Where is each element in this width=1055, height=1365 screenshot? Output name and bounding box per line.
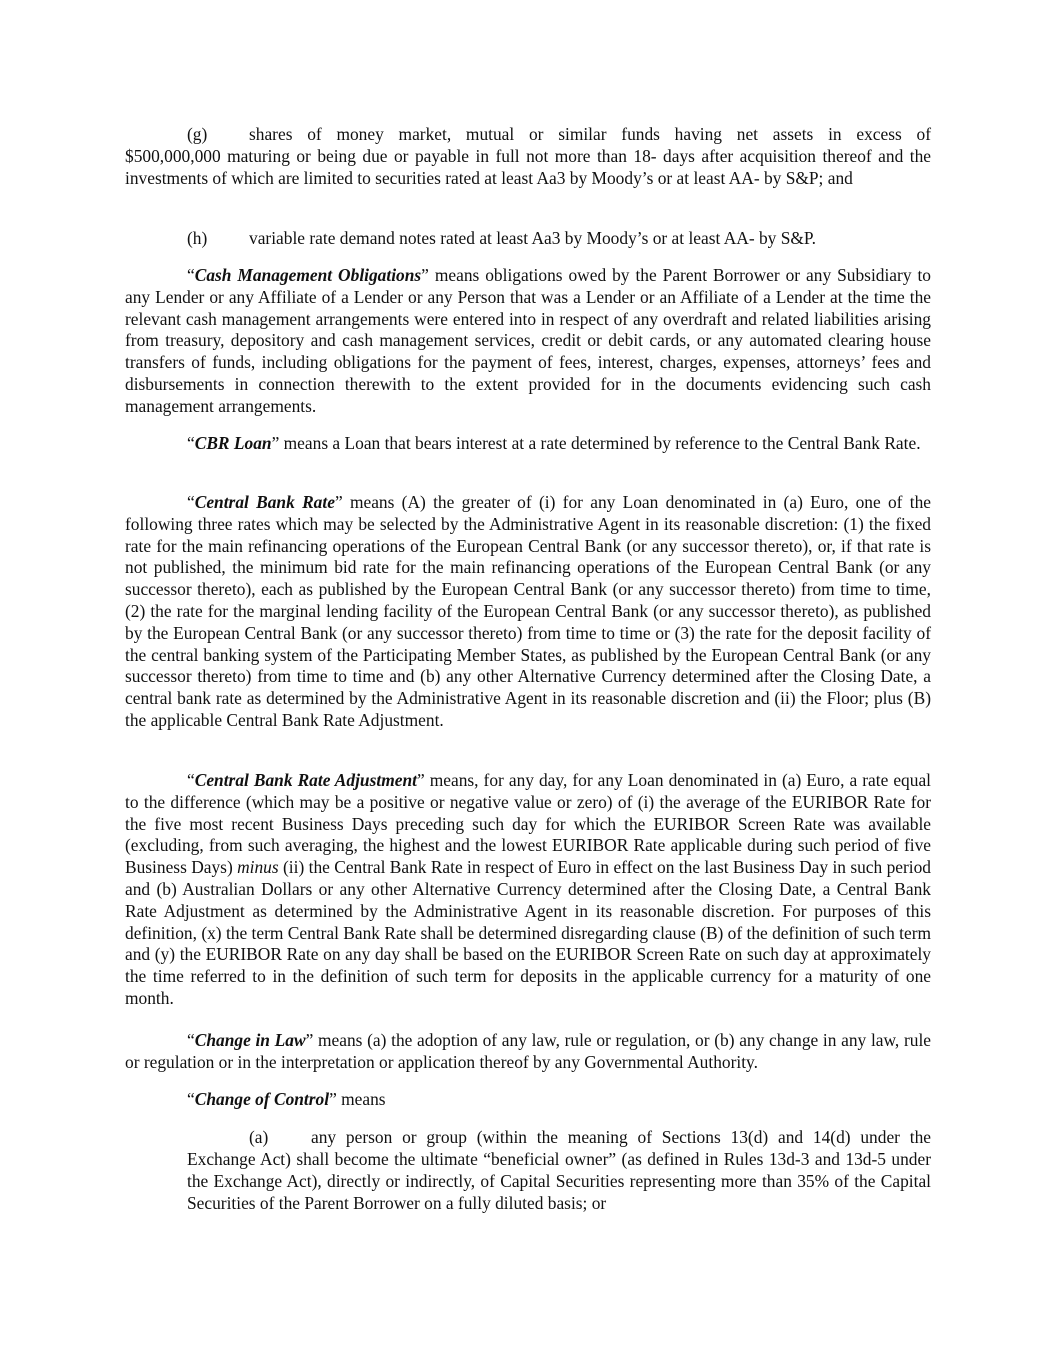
definition-body-part-2: (ii) the Central Bank Rate in respect of Euro in effect on the last Business Day in such period and (b) Australian Dollars or any other Alternative Currency determined after the Closing Date, a Central Bank Rate Adjustment as determined by the Administrative Agent in its reasonable discretion. For purposes of this definition, (x) the term Central Bank Rate shall be determined disregarding clause (B) of the definition of such term and (y) the EURIBOR Rate on any day shall be based on the EURIBOR Screen Rate on such day at approximately the time referred to in the definition of such term for deposits in the applicable currency for a maturity of one month. (125, 857, 932, 1008)
definition-change-of-control (125, 1089, 931, 1111)
change-of-control-clause-a (0, 1127, 1055, 1222)
clause-h (0, 228, 1055, 252)
defined-term: Central Bank Rate Adjustment (194, 770, 417, 790)
close-quote: ” (305, 1030, 314, 1050)
definition-change-in-law (125, 1030, 931, 1074)
definition-body: means a Loan that bears interest at a rate determined by reference to the Central Bank Rate. (279, 433, 921, 453)
close-quote: ” (271, 433, 280, 453)
open-quote: “ (187, 1089, 195, 1109)
clause-g-continuation: $500,000,000 maturing or being due or payable in full not more than 18- days after acquisition thereof and the investments of which are limited to securities rated at least Aa3 by Moody’s or at least AA- by S&P; and (125, 146, 931, 188)
definition-body: means (a) the adoption of any law, rule or regulation, or (b) any change in any law, rule or regulation or in the interpretation or application thereof by any Governmental Authority. (125, 1030, 931, 1072)
close-quote: ” (334, 492, 343, 512)
clause-g-first-line: shares of money market, mutual or similar funds having net assets in excess of (249, 124, 931, 144)
definition-cbr-loan (125, 433, 931, 455)
open-quote: “ (187, 492, 195, 512)
clause-g (0, 124, 1055, 219)
definition-body: means (336, 1089, 386, 1109)
definition-central-bank-rate-adjustment (125, 770, 931, 1010)
definition-body: means (A) the greater of (i) for any Loan denominated in (a) Euro, one of the following three rates which may be selected by the Administrative Agent in its reasonable discretion: (1) the fixed rate for the main refinancing operations of the European Central Bank (or any successor thereto), or, if that rate is not published, the minimum bid rate for the main refinancing operations of the European Central Bank (or any successor thereto), each as published by the European Central Bank (or any successor thereto) from time to time, (2) the rate for the marginal lending facility of the European Central Bank (or any successor thereto), as published by the European Central Bank (or any successor thereto) from time to time or (3) the rate for the deposit facility of the central banking system of the Participating Member States, as published by the European Central Bank (or any successor thereto) from time to time and (b) any other Alternative Currency determined after the Closing Date, a central bank rate as determined by the Administrative Agent in its reasonable discretion and (ii) the Floor; plus (B) the applicable Central Bank Rate Adjustment. (125, 492, 931, 730)
open-quote: “ (187, 433, 195, 453)
defined-term: Cash Management Obligations (194, 265, 422, 285)
clause-a-first-line: any person or group (within the meaning of Sections 13(d) and 14(d) under the (311, 1127, 931, 1147)
defined-term: CBR Loan (194, 433, 272, 453)
definition-cash-management-obligations (125, 265, 931, 418)
clause-g-label: (g) (187, 124, 208, 144)
definition-body-part-1: means, for any day, for any Loan denominated in (a) Euro, a rate equal to the difference (which may be a positive or negative value or zero) of (i) the average of the EURIBOR Rate for the five most recent Business Days preceding such day for which the EURIBOR Screen Rate was available (excluding, from such averaging, the highest and the lowest EURIBOR Rate applicable during such period of five Business Days) (125, 770, 931, 878)
definition-body: means obligations owed by the Parent Borrower or any Subsidiary to any Lender or any Affiliate of a Lender or any Person that was a Lender or an Affiliate of a Lender at the time the relevant cash management arrangements were entered into in respect of any overdraft and related liabilities arising from treasury, depository and cash management services, credit or debit cards, or any automated clearing house transfers of funds, including obligations for the payment of fees, interest, charges, expenses, attorneys’ fees and disbursements in connection therewith to the extent provided for in the documents evidencing such cash management arrangements. (125, 265, 931, 416)
defined-term: Change of Control (194, 1089, 330, 1109)
clause-a-label: (a) (249, 1127, 269, 1147)
close-quote: ” (416, 770, 425, 790)
close-quote: ” (329, 1089, 337, 1109)
open-quote: “ (187, 1030, 195, 1050)
italic-minus: minus (237, 857, 279, 878)
clause-a-continuation: Exchange Act) shall become the ultimate “beneficial owner” (as defined in Rules 13d-3 and 13d-5 under the Exchange Act), directly or indirectly, of Capital Securities representing more than 35% of the Capital Securities of the Parent Borrower on a fully diluted basis; or (187, 1149, 931, 1213)
defined-term: Change in Law (194, 1030, 306, 1050)
clause-h-text: variable rate demand notes rated at least Aa3 by Moody’s or at least AA- by S&P. (249, 228, 816, 248)
open-quote: “ (187, 770, 195, 790)
close-quote: ” (421, 265, 429, 285)
open-quote: “ (187, 265, 195, 285)
definition-central-bank-rate (125, 492, 931, 732)
defined-term: Central Bank Rate (194, 492, 335, 512)
clause-h-label: (h) (187, 228, 208, 248)
